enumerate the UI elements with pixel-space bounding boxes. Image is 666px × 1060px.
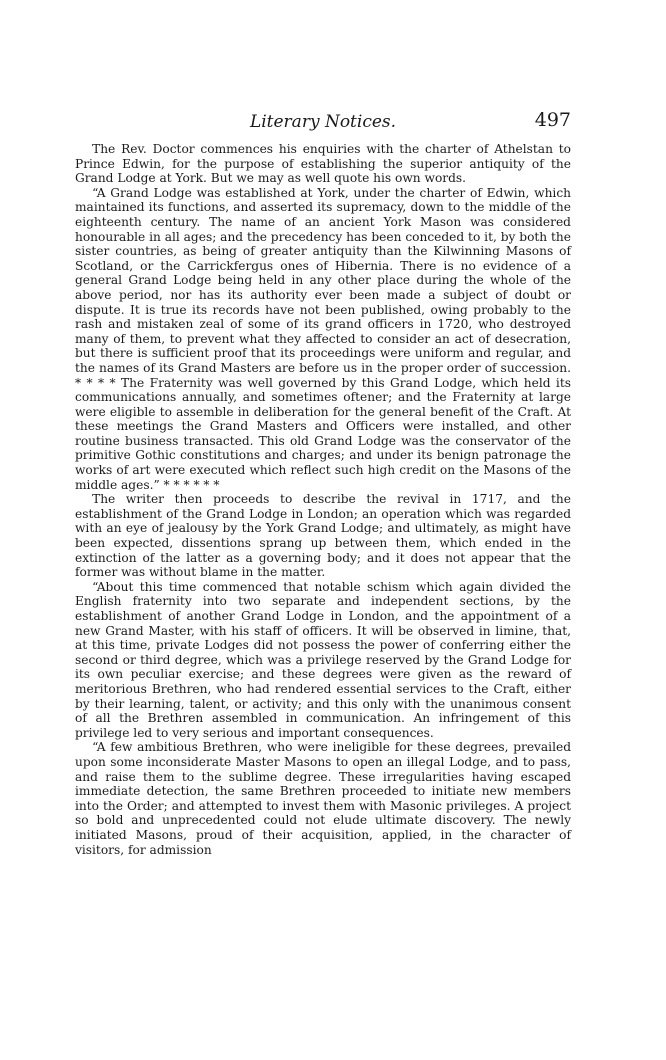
book-page bbox=[75, 109, 571, 857]
body-text bbox=[75, 142, 571, 857]
paragraph: The Rev. Doctor commences his enquiries with the charter of Athelstan to Prince Edwin, for the purpose of establishing the superior antiquity of the Grand Lodge at York. But we may as well quote his own words. bbox=[75, 142, 571, 186]
page-header bbox=[75, 109, 571, 138]
paragraph: “A Grand Lodge was established at York, under the charter of Edwin, which maintained its functions, and asserted its supremacy, down to the middle of the eighteenth century. The name of an ancient York Mason was considered honourable in all ages; and the precedency has been conceded to it, by both the sister countries, as being of greater antiquity than the Kilwinning Masons of Scotland, or the Carrickfergus ones of Hibernia. There is no evidence of a general Grand Lodge being held in any other place during the whole of the above period, nor has its authority ever been made a subject of doubt or dispute. It is true its records have not been published, owing probably to the rash and mistaken zeal of some of its grand officers in 1720, who destroyed many of them, to prevent what they affected to consider an act of desecration, but there is sufficient proof that its proceedings were uniform and regular, and the names of its Grand Masters are before us in the proper order of succession. * * * * The Fraternity was well governed by this Grand Lodge, which held its communications annually, and sometimes oftener; and the Fraternity at large were eligible to assemble in deliberation for the general benefit of the Craft. At these meetings the Grand Masters and Officers were installed, and other routine business transacted. This old Grand Lodge was the conservator of the primitive Gothic constitutions and charges; and under its benign patronage the works of art were executed which reflect such high credit on the Masons of the middle ages.” * * * * * * bbox=[75, 185, 571, 492]
page-number: 497 bbox=[534, 109, 571, 131]
paragraph: The writer then proceeds to describe the revival in 1717, and the establishment of the Grand Lodge in London; an operation which was regarded with an eye of jealousy by the York Grand Lodge; and ultimately, as might have been expected, dissentions sprang up between them, which ended in the extinction of the latter as a governing body; and it does not appear that the former was without blame in the matter. bbox=[75, 492, 571, 580]
paragraph: “About this time commenced that notable schism which again divided the English fraternity into two separate and independent sections, by the establishment of another Grand Lodge in London, and the appointment of a new Grand Master, with his staff of officers. It will be observed in limine, that, at this time, private Lodges did not possess the power of conferring either the second or third degree, which was a privilege reserved by the Grand Lodge for its own peculiar exercise; and these degrees were given as the reward of meritorious Brethren, who had rendered essential services to the Craft, either by their learning, talent, or activity; and this only with the unanimous consent of all the Brethren assembled in communication. An infringement of this privilege led to very serious and important consequences. bbox=[75, 579, 571, 740]
paragraph: “A few ambitious Brethren, who were ineligible for these degrees, prevailed upon some inconsiderate Master Masons to open an illegal Lodge, and to pass, and raise them to the sublime degree. These irregularities having escaped immediate detection, the same Brethren proceeded to initiate new members into the Order; and attempted to invest them with Masonic privileges. A project so bold and unprecedented could not elude ultimate discovery. The newly initiated Masons, proud of their acquisition, applied, in the character of visitors, for admission bbox=[75, 740, 571, 857]
running-title: Literary Notices. bbox=[249, 112, 397, 132]
